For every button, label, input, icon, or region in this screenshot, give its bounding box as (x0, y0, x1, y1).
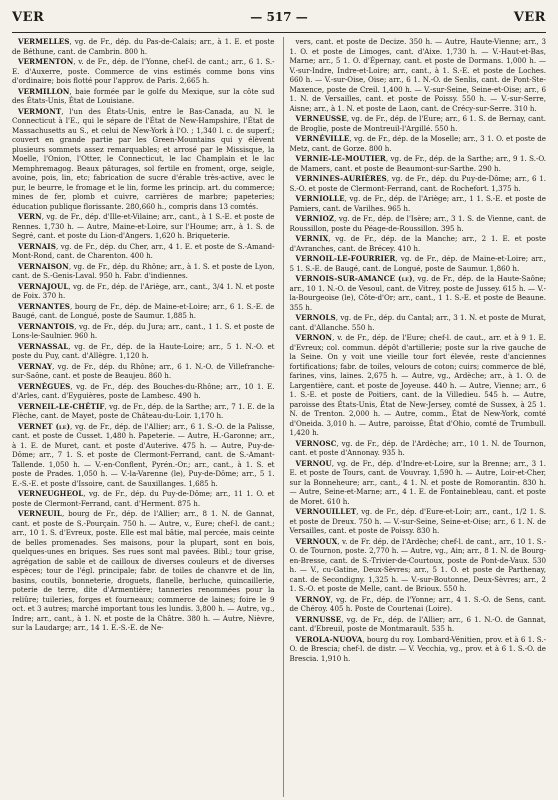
dictionary-entry (290, 174, 547, 193)
entry-text: , vg. de Fr., dép. du Jura; arr., cant., 1 1. S. et poste de Lons-le-Saulnier. 960 h. (12, 321, 275, 340)
entry-headword: VERNINES-AURIÈRES (295, 174, 387, 183)
entry-text: , bourg de Fr., dép. de Maine-et-Loire; arr., 6 1. S.-E. de Baugé, cant. de Longué, poste de Saumur. 1,885 h. (12, 301, 275, 320)
dictionary-entry (290, 439, 547, 458)
entry-headword: VERNAIS (18, 241, 56, 251)
dictionary-entry (12, 322, 275, 341)
dictionary-entry (12, 37, 275, 56)
dictionary-entry (12, 262, 275, 281)
entry-headword: VERNET (le) (18, 421, 71, 431)
dictionary-entry (12, 342, 275, 361)
entry-headword: VERNAISON (18, 261, 69, 271)
entry-text: , vg. de Fr., dép. de la Sarthe; arr., 9 1. S.-O. de Mamers, cant. et poste de Beaumont-sur-Sarthe. 290 h. (289, 154, 546, 173)
entry-text: , vg. de Fr., dép. de la Haute-Loire; arr., 5 1. N.-O. et poste du Puy, cant. d'Allègre. 1,120 h. (12, 341, 275, 360)
dictionary-entry (290, 635, 547, 664)
entry-headword: VERNIE-LE-MOUTIER (295, 154, 386, 163)
entry-text: , l'un des États-Unis, entre le Bas-Canada, au N. le Connecticut à l'E., qui le sépare de l'État de New-Hampshire, l'État de Massachusetts au S., et celui de New-York à l'O. ; 1,340 l. c. de superf.; couvert en grande partie par les Green-Mountains qui y élèvent plusieurs sommets assez remarquables; et arrosé par le Missisque, la Moelle, l'Onion, l'Otter, le Connecticut, le lac Champlain et le lac Memphremagog. Beaux pâturages, sol fertile en froment, orge, seigle, avoine, pois, lin, etc; fabrication de sucre d'érable très-active, avec le pur, le beurre, le fromage et le lin, forme les princip. art. du commerce; mines de fer, plomb et cuivre, carrières de marbre; papeteries; éducation publique florissante. 280,660 h., compris dans 13 comtés. (12, 106, 275, 211)
dictionary-entry (12, 282, 275, 301)
entry-headword: VERNOSC (295, 438, 337, 448)
dictionary-entry (12, 242, 275, 261)
entry-text: , vg. de Fr., dép. du Rhône; arr., à 1. S. et poste de Lyon, cant. de S.-Genis-Laval. 950 h. Fabr. d'indiennes. (12, 261, 275, 280)
entry-text: , vg. de Fr., dép. de l'Allier; arr., 6 1. S.-O. de la Palisse, cant. et poste de Cusset. 1,480 h. Papeterie. — Autre, H.-Garonne; arr., à 1. E. de Muret, cant. et poste d'Auterive. 475 h. — Autre, Puy-de-Dôme; arr., 7 1. S. et poste de Clermont-Ferrand, cant. de S.-Amant-Tallende. 1,050 h. — V.-en-Conflent, Pyrén.-Or.; arr., cant., à 1. S. et poste de Prades. 1,050 h. — V.-la-Varenne (le), Puy-de-Dôme; arr., 5 1. E.-S.-E. et poste d'Issoire, cant. de Sauxillanges. 1,685 h. (12, 421, 275, 488)
entry-text: , vg. de Fr., dép. du Puy-de-Dôme; arr., 11 1. O. et poste de Clermont-Ferrand, cant. d'Herment. 875 h. (12, 489, 275, 508)
entry-headword: VERNOLS (295, 313, 336, 322)
dictionary-entry (290, 595, 547, 614)
entry-text: , vg. de Fr., dép. de l'Yonne; arr., 4 1. S.-O. de Sens, cant. de Chéroy. 405 h. Poste de Courtenai (Loire). (289, 594, 546, 613)
entry-text: , bourg du roy. Lombard-Vénitien, prov. et à 6 1. S.-O. de Brescia; chef-l. de distr. — V. Vecchia, vg., prov. et à 6 1. S.-O. de Brescia. 1,910 h. (289, 634, 546, 663)
dictionary-entry (12, 509, 275, 633)
dictionary-entry (290, 274, 547, 312)
entry-headword: VERNON (295, 333, 333, 342)
entry-text: , v. de Fr., dép. de l'Yonne, chef-l. de cant.; arr., 6 1. S.-E. d'Auxerre, poste. Commerce de vins estimés comme bons vins d'ordinaire; bois flotté pour l'approv. de Paris. 2,665 h. (12, 57, 275, 85)
entry-text: , vg. de Fr., dép. de Maine-et-Loire; arr., 5 1. S.-E. de Baugé, cant. de Longué, poste de Saumur. 1,860 h. (289, 254, 546, 273)
running-head (12, 10, 546, 33)
entry-headword: VERNANTES (18, 301, 70, 311)
dictionary-entry (290, 333, 547, 438)
page-number: — 517 — (250, 10, 308, 24)
entry-text: , baie formée par le golfe du Mexique, sur la côte sud des États-Unis, État de Louisiane. (12, 86, 275, 105)
dictionary-entry (290, 134, 547, 153)
entry-text: , bourg de Fr., dép. de l'Allier; arr., 8 1. N. de Gannat, cant. et poste de S.-Pourçain. 750 h. — Autre, v., Eure; chef-l. de cant.; arr., 10 1. S. d'Evreux, poste. Elle est mal bâtie, mal percée, mais ceinte de belles promenades. Ses maisons, pour la plupart, sont en bois, quelques-unes en briques. Ses rues sont mal pavées. Bibl.; tour grise, agrégation de sable et de cailloux de diverses couleurs et de diverses espèces; tour de l'égl. principale; fabr. de toiles de chanvre et de lin, basins, coutils, bonneterie, droguets, flanelle, berluche, quincaillerie, poterie de terre, dite d'Armentière; tanneries renommées pour la reliûre; tuileries, forges et fourneaux; commerce de laines; foire le 9 oct. et 3 autres; marché important tous les lundis. 3,800 h. — Autre, vg., Indre; arr., cant., à 1. N. et poste de la Châtre. 380 h. — Autre, Nièvre, sur la Laudarge; arr., 14 1. E.-S.-E. de Ne- (12, 509, 275, 632)
entry-headword: VERNÉVILLE (295, 134, 350, 143)
entry-headword: VERNIOZ (295, 214, 335, 223)
entry-text: , vg. de Fr., dép. de l'Isère; arr., 3 1. S. de Vienne, cant. de Roussillon, poste du Péage-de-Roussillon. 395 h. (289, 214, 546, 233)
dictionary-entry (290, 313, 547, 332)
entry-text: , vg. de Fr., dép. de la Haute-Saône; arr., 10 1. N.-O. de Vesoul, cant. de Vitrey, poste de Jussey. 615 h. — V.-la-Bourgeoise (le), Côte-d'Or; arr., cant., 1 1. S.-E. et poste de Beaune. 355 h. (289, 274, 546, 312)
entry-text: , vg. de Fr., dép. de l'Ariège, arr., cant., 3/4 1. N. et poste de Foix. 370 h. (12, 281, 275, 300)
running-head-right: VER (513, 10, 546, 25)
entry-headword: VERN (18, 212, 42, 221)
entry-headword: VERNOIL-LE-FOURRIER (295, 254, 396, 263)
entry-headword: VEROLA-NUOVA (295, 634, 363, 644)
text-columns (12, 37, 546, 797)
dictionary-entry (12, 87, 275, 106)
dictionary-entry (12, 302, 275, 321)
entry-headword: VERNUSSE (295, 614, 342, 624)
dictionary-entry (12, 402, 275, 421)
entry-text: , vg. de Fr., dép. du Rhône; arr., 6 1. N.-O. de Villefranche-sur-Saône, cant. et poste de Beaujeu. 860 h. (12, 361, 275, 380)
entry-headword: VERNEUIL (18, 509, 62, 518)
entry-text: , vg. de Fr., dép. des Bouches-du-Rhône; arr., 10 1. E. d'Arles, cant. d'Eyguières, poste de Lambesc. 490 h. (12, 381, 275, 400)
entry-headword: VERNEUGHEOL (18, 489, 84, 498)
running-head-left: VER (12, 10, 45, 25)
entry-text: , vg. de Fr., dép. de l'Allier; arr., 6 1. N.-O. de Gannat, cant. d'Ebreuil, poste de Montmarault. 535 h. (289, 614, 546, 633)
entry-headword: VERMONT (18, 106, 62, 116)
entry-text: vers, cant. et poste de Decize. 350 h. — Autre, Haute-Vienne; arr., 3 1. O. et poste de Limoges, cant. d'Aixe. 1,730 h. — V.-Haut-et-Bas, Marne; arr., 5 1. O. d'Épernay, cant. et poste de Dormans. 1,000 h. — V.-sur-Indre, Indre-et-Loire; arr., cant., à 1. S.-E. et poste de Loches. 660 h. — V.-sur-Oise, Oise; arr., 6 1. N.-O. de Senlis, cant. de Pont-Ste-Maxence, poste de Creil. 1,400 h. — V.-sur-Seine, Seine-et-Oise; arr., 6 1. N. de Versailles, cant. et poste de Poissy. 550 h. — V.-sur-Serre, Aisne; arr., à 1. N. et poste de Laon, cant. de Crécy-sur-Serre. 310 h. (289, 37, 546, 113)
dictionary-entry (12, 422, 275, 489)
entry-text: , vg. de Fr., dép. du Cher, arr., 4 1. E. et poste de S.-Amand-Mont-Rond, cant. de Charenton. 400 h. (12, 241, 275, 260)
dictionary-entry (290, 37, 547, 113)
dictionary-entry (12, 107, 275, 212)
entry-text: , vg. de Fr., dép. de la Manche; arr., 2 1. E. et poste d'Avranches, cant. de Brécey. 410 h. (289, 234, 546, 253)
entry-headword: VERNEUSSE (295, 114, 347, 123)
entry-headword: VERNOIS-SUR-AMANCE (le) (295, 274, 413, 283)
dictionary-entry (290, 459, 547, 507)
entry-text: , vg. de Fr., dép. d'Ille-et-Vilaine; arr., cant., à 1 S.-E. et poste de Rennes. 1,730 h. — Autre, Maine-et-Loire, sur l'Houme; arr., à 1. S. de Segré, cant. et poste du Lion-d'Angers. 1,620 h. Briqueterie. (12, 212, 275, 240)
dictionary-entry (290, 154, 547, 173)
dictionary-entry (290, 254, 547, 273)
entry-text: , v. de Fr., dép. de l'Eure; chef-l. de caut., arr. et à 9 1. E. d'Evreux; col. commun. dépôt d'artillerie; poste sur la rive gauche de la Seine. On y voit une vieille tour fort élevée, reste d'anciennes fortifications; fabr. de toiles, velours de coton; cuirs; commerce de blé, farines, vins, laines. 2,675 h. — Autre, vg., Ardèche; arr., à 1. O. de Largentière, cant. et poste de Joyeuse. 440 h. — Autre, Vienne; arr., 6 1. S.-E. et poste de Poitiers, cant. de la Villedieu. 545 h. — Autre, paroisse des États-Unis, État de New-Jersey, comté de Sussex, à 25 1. N. de Trenton. 2,000 h. — Autre, comm., État de New-York, comté d'Oneida. 3,010 h. — Autre, paroisse, État d'Ohio, comté de Trumbull. 1,420 h. (289, 333, 546, 437)
entry-text: , vg. de Fr., dép. d'Indre-et-Loire, sur la Brenne; arr., 3 1. E. et poste de Tours, cant. de Vouvray. 1,590 h. — Autre, Loir-et-Cher, sur la Bonneheure; arr., cant., 4 1. N. et poste de Romorantin. 830 h. — Autre, Seine-et-Marne; arr., 4 1. E. de Fontainebleau, cant. et poste de Moret. 610 h. (289, 458, 546, 506)
dictionary-entry (290, 114, 547, 133)
dictionary-entry (290, 194, 547, 213)
entry-text: , vg. de Fr., dép. de la Sarthe; arr., 7 1. E. de la Flèche, cant. de Mayet, poste de Château-du-Loir. 1,170 h. (12, 401, 275, 420)
entry-headword: VERNÈGUES (18, 381, 71, 391)
entry-headword: VERMILLON (18, 86, 70, 96)
entry-text: , vg. de Fr., dép. du Pas-de-Calais; arr., à 1. E. et poste de Béthune, cant. de Cambrin. 800 h. (12, 37, 275, 56)
entry-headword: VERNAY (18, 361, 53, 371)
entry-text: , vg. de Fr., dép. de l'Eure; arr., 6 1. S. de Bernay, cant. de Broglie, poste de Montreuil-l'Argillé. 550 h. (289, 114, 546, 133)
entry-headword: VERMELLES (18, 37, 70, 46)
entry-headword: VERNOY (295, 594, 331, 604)
entry-headword: VERNIOLLE (295, 194, 345, 203)
entry-headword: VERMENTON (18, 57, 74, 66)
dictionary-entry (290, 537, 547, 594)
dictionary-entry (290, 615, 547, 634)
entry-headword: VERNANTOIS (18, 321, 75, 331)
entry-text: , vg. de Fr., dép. du Cantal; arr., 3 1. N. et poste de Murat, cant. d'Allanche. 550 h. (289, 313, 546, 332)
entry-headword: VERNIX (295, 234, 329, 243)
dictionary-entry (12, 382, 275, 401)
dictionary-entry (12, 489, 275, 508)
dictionary-entry (290, 507, 547, 536)
dictionary-entry (290, 234, 547, 253)
dictionary-entry (12, 212, 275, 241)
left-column (12, 37, 275, 797)
entry-text: , vg. de Fr., dép. d'Eure-et-Loir; arr., cant., 1/2 1. S. et poste de Dreux. 750 h. — V.-sur-Seine, Seine-et-Oise; arr., 6 1. N. de Versailles, cant. et poste de Poissy. 830 h. (289, 507, 546, 535)
entry-headword: VERNOUILLET (295, 507, 357, 516)
entry-text: , v. de Fr. dép. de l'Ardèche; chef-l. de cant., arr., 10 1. S.-O. de Tournon, poste. 2,770 h. — Autre, vg., Ain; arr., 8 1. N. de Bourg-en-Bresse, cant. de S.-Trivier-de-Courtoux, poste de Pont-de-Vaux. 530 h. — V., cu-Gatine, Deux-Sèvres; arr., 5 1. O. et poste de Parthenay, cant. de Secondigny. 1,325 h. — V.-sur-Boutonne, Deux-Sèvres; arr., 2 1. S.-O. et poste de Melle, cant. de Brioux. 550 h. (289, 536, 546, 593)
entry-headword: VERNOU (295, 458, 332, 468)
entry-headword: VERNAJOUL (18, 281, 69, 291)
dictionary-entry (12, 57, 275, 86)
right-column (283, 37, 547, 797)
entry-text: , vg. de Fr., dép. de la Moselle; arr., 3 1. O. et poste de Metz, cant. de Gorze. 800 h. (289, 134, 546, 153)
dictionary-entry (12, 362, 275, 381)
entry-text: , vg. de Fr., dép. du Puy-de-Dôme; arr., 6 1. S.-O. et poste de Clermont-Ferrand, cant. de Rochefort. 1,375 h. (289, 174, 546, 193)
entry-text: , vg. de Fr., dép. de l'Ariège; arr., 1 1. S.-E. et poste de Pamiers, cant. de Varilhes. 965 h. (289, 194, 546, 213)
entry-headword: VERNASSAL (18, 341, 69, 351)
entry-headword: VERNOUX (295, 536, 338, 546)
dictionary-entry (290, 214, 547, 233)
entry-text: , vg. de Fr., dép. de l'Ardèche; arr., 10 1. N. de Tournon, cant. et poste d'Annonay. 935 h. (289, 438, 546, 457)
entry-headword: VERNEIL-LE-CHÉTIF (18, 401, 105, 411)
